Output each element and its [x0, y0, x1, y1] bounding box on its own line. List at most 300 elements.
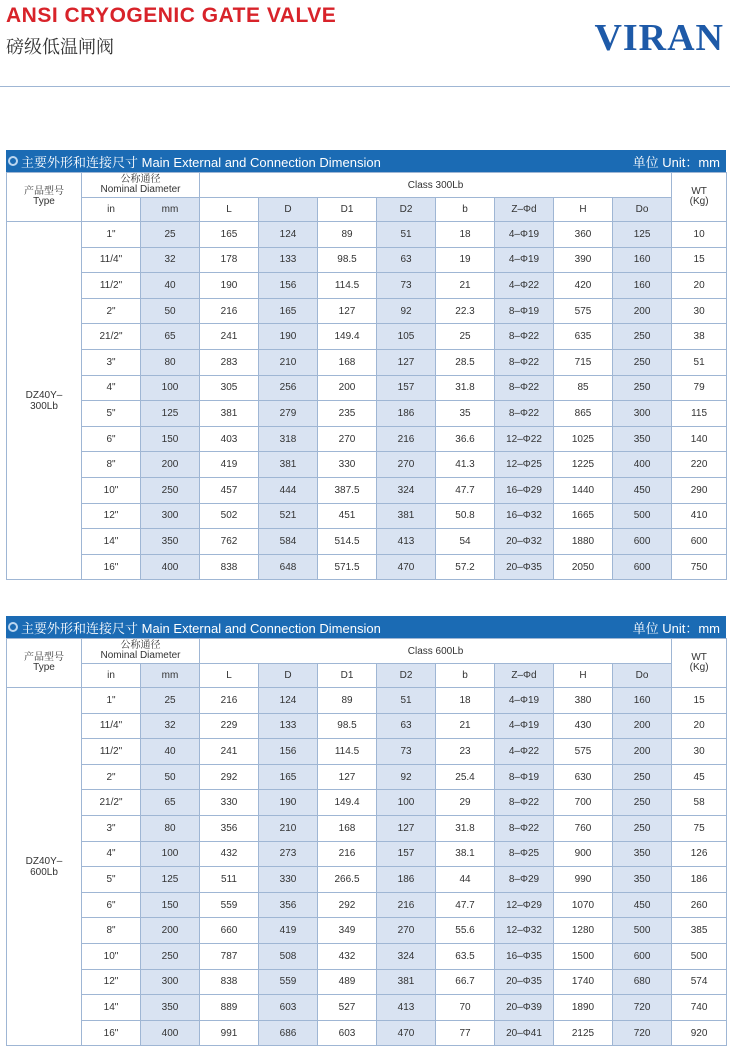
table-cell: 1500	[554, 943, 613, 969]
wt-header: WT	[691, 186, 707, 197]
table-cell: 63	[377, 713, 436, 739]
page-header	[0, 0, 730, 88]
table-cell: 350	[613, 426, 672, 452]
table-cell: 20–Φ39	[495, 995, 554, 1021]
table-cell: 432	[318, 943, 377, 969]
table-row	[7, 790, 727, 816]
dimension-table	[6, 172, 727, 580]
wt-unit: (Kg)	[689, 662, 709, 673]
wt-unit: (Kg)	[689, 196, 709, 207]
table-cell: 8–Φ22	[495, 790, 554, 816]
table-cell: 1070	[554, 892, 613, 918]
table-cell: 89	[318, 222, 377, 248]
table-cell: 400	[141, 1020, 200, 1046]
table-cell: 80	[141, 815, 200, 841]
table-cell: 70	[436, 995, 495, 1021]
table-cell: 127	[377, 349, 436, 375]
table-row	[7, 273, 727, 299]
table-cell: 57.2	[436, 554, 495, 580]
table-cell: 470	[377, 554, 436, 580]
table-cell: 279	[259, 401, 318, 427]
table-cell: 270	[318, 426, 377, 452]
table-cell: 390	[554, 247, 613, 273]
table-cell: 350	[141, 529, 200, 555]
table-cell: 260	[672, 892, 727, 918]
table-cell: 600	[613, 554, 672, 580]
table-cell: 73	[377, 739, 436, 765]
model-cell	[7, 222, 82, 580]
table-cell: 5"	[82, 867, 141, 893]
table-cell: 11/4"	[82, 713, 141, 739]
table-cell: 1890	[554, 995, 613, 1021]
table-cell: 133	[259, 247, 318, 273]
table-cell: 50	[141, 764, 200, 790]
table-cell: 450	[613, 477, 672, 503]
table-cell: 489	[318, 969, 377, 995]
table-cell: 1440	[554, 477, 613, 503]
table-cell: 32	[141, 247, 200, 273]
table-cell: 2"	[82, 298, 141, 324]
table-cell: 12–Φ29	[495, 892, 554, 918]
table-cell: 51	[672, 349, 727, 375]
table-cell: 514.5	[318, 529, 377, 555]
table-cell: 124	[259, 222, 318, 248]
table-cell: 21/2"	[82, 790, 141, 816]
type-header-cn: 产品型号	[24, 652, 64, 663]
table-cell: 63.5	[436, 943, 495, 969]
table-cell: 250	[613, 764, 672, 790]
table-cell: 23	[436, 739, 495, 765]
table-cell: 571.5	[318, 554, 377, 580]
table-cell: 229	[200, 713, 259, 739]
table-cell: 413	[377, 529, 436, 555]
table-cell: 457	[200, 477, 259, 503]
column-header: D1	[318, 198, 377, 222]
table-cell: 79	[672, 375, 727, 401]
table-cell: 51	[377, 688, 436, 714]
table-cell: 16–Φ32	[495, 503, 554, 529]
table-cell: 300	[141, 503, 200, 529]
type-header-cn: 产品型号	[24, 186, 64, 197]
table-row	[7, 401, 727, 427]
table-cell: 760	[554, 815, 613, 841]
table-cell: 330	[259, 867, 318, 893]
table-cell: 210	[259, 815, 318, 841]
model-cell	[7, 688, 82, 1046]
table-cell: 360	[554, 222, 613, 248]
table-cell: 31.8	[436, 815, 495, 841]
column-header: L	[200, 664, 259, 688]
nd-header-cn: 公称通径	[120, 640, 161, 651]
table-cell: 648	[259, 554, 318, 580]
table-cell: 38.1	[436, 841, 495, 867]
table-cell: 200	[613, 739, 672, 765]
table-cell: 190	[200, 273, 259, 299]
nominal-diameter-header	[82, 173, 200, 198]
table-cell: 6"	[82, 426, 141, 452]
table-cell: 250	[141, 477, 200, 503]
table-cell: 35	[436, 401, 495, 427]
table-cell: 8–Φ22	[495, 401, 554, 427]
table-cell: 16–Φ29	[495, 477, 554, 503]
table-cell: 8–Φ22	[495, 349, 554, 375]
table-cell: 216	[200, 298, 259, 324]
table-cell: 266.5	[318, 867, 377, 893]
table-cell: 11/2"	[82, 739, 141, 765]
table-cell: 190	[259, 324, 318, 350]
column-header: Z–Φd	[495, 664, 554, 688]
page-title-cn: 磅级低温闸阀	[6, 37, 114, 58]
type-header	[7, 173, 82, 222]
column-header: D1	[318, 664, 377, 688]
header-divider	[0, 86, 730, 87]
table-cell: 168	[318, 815, 377, 841]
table-cell: 92	[377, 298, 436, 324]
table-cell: 4–Φ19	[495, 247, 554, 273]
table-cell: 250	[613, 790, 672, 816]
table-cell: 381	[259, 452, 318, 478]
table-row	[7, 713, 727, 739]
model-name: DZ40Y–	[25, 389, 63, 401]
table-cell: 216	[377, 426, 436, 452]
table-cell: 4–Φ19	[495, 713, 554, 739]
table-cell: 8–Φ22	[495, 815, 554, 841]
table-cell: 100	[141, 375, 200, 401]
table-cell: 8–Φ22	[495, 324, 554, 350]
table-cell: 4–Φ22	[495, 739, 554, 765]
table-cell: 273	[259, 841, 318, 867]
table-cell: 715	[554, 349, 613, 375]
table-header-row	[7, 173, 727, 198]
table-cell: 66.7	[436, 969, 495, 995]
table-cell: 10"	[82, 943, 141, 969]
table-cell: 740	[672, 995, 727, 1021]
table-cell: 600	[613, 529, 672, 555]
table-cell: 127	[318, 764, 377, 790]
table-cell: 521	[259, 503, 318, 529]
table-cell: 318	[259, 426, 318, 452]
table-cell: 14"	[82, 529, 141, 555]
table-cell: 500	[672, 943, 727, 969]
table-cell: 1"	[82, 688, 141, 714]
table-cell: 29	[436, 790, 495, 816]
table-cell: 150	[141, 892, 200, 918]
table-cell: 900	[554, 841, 613, 867]
nd-header-en: Nominal Diameter	[100, 650, 181, 661]
table-cell: 2"	[82, 764, 141, 790]
column-header-row	[7, 664, 727, 688]
table-cell: 420	[554, 273, 613, 299]
table-cell: 8–Φ19	[495, 298, 554, 324]
table-cell: 80	[141, 349, 200, 375]
table-cell: 292	[200, 764, 259, 790]
table-cell: 160	[613, 247, 672, 273]
table-cell: 31.8	[436, 375, 495, 401]
table-cell: 300	[141, 969, 200, 995]
table-cell: 216	[318, 841, 377, 867]
table-cell: 16"	[82, 1020, 141, 1046]
table-cell: 149.4	[318, 790, 377, 816]
table-cell: 4–Φ19	[495, 222, 554, 248]
table-cell: 21	[436, 273, 495, 299]
table-cell: 210	[259, 349, 318, 375]
column-header: in	[82, 664, 141, 688]
table-cell: 30	[672, 298, 727, 324]
table-cell: 750	[672, 554, 727, 580]
page-title-en: ANSI CRYOGENIC GATE VALVE	[6, 4, 337, 27]
table-row	[7, 426, 727, 452]
table-cell: 12–Φ32	[495, 918, 554, 944]
table-cell: 1025	[554, 426, 613, 452]
table-row	[7, 815, 727, 841]
table-cell: 14"	[82, 995, 141, 1021]
table-cell: 400	[141, 554, 200, 580]
section-bar	[6, 616, 726, 638]
table-cell: 600	[613, 943, 672, 969]
table-cell: 63	[377, 247, 436, 273]
table-cell: 85	[554, 375, 613, 401]
table-cell: 50.8	[436, 503, 495, 529]
table-cell: 300	[613, 401, 672, 427]
table-cell: 350	[613, 841, 672, 867]
table-cell: 124	[259, 688, 318, 714]
model-class: 600Lb	[30, 866, 58, 878]
table-cell: 4"	[82, 841, 141, 867]
table-cell: 8–Φ19	[495, 764, 554, 790]
table-cell: 256	[259, 375, 318, 401]
table-cell: 660	[200, 918, 259, 944]
column-header: mm	[141, 198, 200, 222]
table-cell: 419	[259, 918, 318, 944]
table-row	[7, 247, 727, 273]
table-cell: 575	[554, 298, 613, 324]
table-cell: 100	[141, 841, 200, 867]
gear-icon	[8, 156, 18, 166]
table-cell: 330	[318, 452, 377, 478]
table-cell: 115	[672, 401, 727, 427]
table-cell: 241	[200, 324, 259, 350]
gear-icon	[8, 622, 18, 632]
table-cell: 40	[141, 273, 200, 299]
table-cell: 680	[613, 969, 672, 995]
type-header-en: Type	[33, 662, 55, 673]
table-cell: 92	[377, 764, 436, 790]
table-cell: 75	[672, 815, 727, 841]
table-row	[7, 688, 727, 714]
table-cell: 283	[200, 349, 259, 375]
table-cell: 350	[613, 867, 672, 893]
table-cell: 290	[672, 477, 727, 503]
table-cell: 47.7	[436, 892, 495, 918]
section-title: 主要外形和连接尺寸 Main External and Connection Dimension	[21, 154, 381, 170]
table-cell: 127	[377, 815, 436, 841]
table-cell: 89	[318, 688, 377, 714]
table-cell: 98.5	[318, 247, 377, 273]
table-cell: 511	[200, 867, 259, 893]
table-cell: 73	[377, 273, 436, 299]
table-cell: 54	[436, 529, 495, 555]
column-header: D2	[377, 198, 436, 222]
table-row	[7, 554, 727, 580]
table-cell: 991	[200, 1020, 259, 1046]
table-cell: 168	[318, 349, 377, 375]
table-cell: 5"	[82, 401, 141, 427]
table-cell: 381	[200, 401, 259, 427]
table-cell: 25	[141, 688, 200, 714]
table-cell: 387.5	[318, 477, 377, 503]
table-cell: 105	[377, 324, 436, 350]
table-cell: 165	[200, 222, 259, 248]
table-cell: 114.5	[318, 739, 377, 765]
table-cell: 8–Φ25	[495, 841, 554, 867]
table-cell: 385	[672, 918, 727, 944]
column-header: H	[554, 664, 613, 688]
table-cell: 356	[259, 892, 318, 918]
table-cell: 216	[377, 892, 436, 918]
table-cell: 403	[200, 426, 259, 452]
table-cell: 324	[377, 477, 436, 503]
table-cell: 1280	[554, 918, 613, 944]
table-cell: 10"	[82, 477, 141, 503]
table-cell: 18	[436, 222, 495, 248]
table-cell: 125	[141, 401, 200, 427]
table-cell: 6"	[82, 892, 141, 918]
column-header: mm	[141, 664, 200, 688]
table-cell: 241	[200, 739, 259, 765]
model-name: DZ40Y–	[25, 855, 63, 867]
column-header: Z–Φd	[495, 198, 554, 222]
section-bar	[6, 150, 726, 172]
table-cell: 20	[672, 273, 727, 299]
section-title: 主要外形和连接尺寸 Main External and Connection Dimension	[21, 620, 381, 636]
table-cell: 527	[318, 995, 377, 1021]
unit-label: 单位 Unit：mm	[632, 620, 720, 636]
table-cell: 3"	[82, 815, 141, 841]
table-cell: 16"	[82, 554, 141, 580]
table-row	[7, 298, 727, 324]
table-cell: 700	[554, 790, 613, 816]
table-cell: 250	[613, 349, 672, 375]
table-row	[7, 452, 727, 478]
table-cell: 38	[672, 324, 727, 350]
table-cell: 381	[377, 503, 436, 529]
column-header: D	[259, 198, 318, 222]
table-cell: 250	[613, 375, 672, 401]
table-cell: 413	[377, 995, 436, 1021]
table-cell: 77	[436, 1020, 495, 1046]
table-cell: 125	[613, 222, 672, 248]
table-cell: 157	[377, 841, 436, 867]
column-header: D	[259, 664, 318, 688]
weight-header	[672, 639, 727, 688]
table-cell: 200	[613, 298, 672, 324]
table-cell: 12"	[82, 969, 141, 995]
table-cell: 44	[436, 867, 495, 893]
table-cell: 3"	[82, 349, 141, 375]
table-cell: 575	[554, 739, 613, 765]
table-cell: 430	[554, 713, 613, 739]
table-row	[7, 918, 727, 944]
table-cell: 15	[672, 688, 727, 714]
table-cell: 250	[613, 324, 672, 350]
table-cell: 600	[672, 529, 727, 555]
table-cell: 350	[141, 995, 200, 1021]
table-cell: 11/4"	[82, 247, 141, 273]
table-cell: 720	[613, 995, 672, 1021]
table-cell: 250	[141, 943, 200, 969]
table-cell: 4"	[82, 375, 141, 401]
table-cell: 838	[200, 969, 259, 995]
column-header: Do	[613, 664, 672, 688]
table-cell: 4–Φ22	[495, 273, 554, 299]
table-cell: 502	[200, 503, 259, 529]
table-cell: 720	[613, 1020, 672, 1046]
class-header: Class 300Lb	[200, 173, 672, 198]
table-cell: 559	[200, 892, 259, 918]
table-cell: 216	[200, 688, 259, 714]
table-cell: 156	[259, 739, 318, 765]
table-cell: 865	[554, 401, 613, 427]
table-cell: 30	[672, 739, 727, 765]
table-cell: 500	[613, 918, 672, 944]
table-cell: 125	[141, 867, 200, 893]
table-cell: 126	[672, 841, 727, 867]
table-cell: 635	[554, 324, 613, 350]
table-cell: 15	[672, 247, 727, 273]
table-cell: 98.5	[318, 713, 377, 739]
column-header: D2	[377, 664, 436, 688]
table-cell: 305	[200, 375, 259, 401]
table-cell: 45	[672, 764, 727, 790]
table-cell: 410	[672, 503, 727, 529]
table-row	[7, 477, 727, 503]
table-cell: 157	[377, 375, 436, 401]
column-header: L	[200, 198, 259, 222]
table-row	[7, 1020, 727, 1046]
wt-header: WT	[691, 652, 707, 663]
table-cell: 114.5	[318, 273, 377, 299]
table-cell: 451	[318, 503, 377, 529]
table-cell: 603	[318, 1020, 377, 1046]
table-cell: 190	[259, 790, 318, 816]
table-cell: 324	[377, 943, 436, 969]
table-cell: 186	[377, 867, 436, 893]
table-cell: 292	[318, 892, 377, 918]
table-cell: 25.4	[436, 764, 495, 790]
table-cell: 2125	[554, 1020, 613, 1046]
table-cell: 21	[436, 713, 495, 739]
table-cell: 270	[377, 452, 436, 478]
table-cell: 133	[259, 713, 318, 739]
dimension-table	[6, 638, 727, 1046]
table-cell: 25	[436, 324, 495, 350]
table-row	[7, 375, 727, 401]
table-cell: 12–Φ25	[495, 452, 554, 478]
column-header: in	[82, 198, 141, 222]
table-cell: 500	[613, 503, 672, 529]
table-cell: 8"	[82, 452, 141, 478]
table-cell: 36.6	[436, 426, 495, 452]
dimension-table-300lb	[6, 150, 726, 580]
table-cell: 2050	[554, 554, 613, 580]
table-cell: 10	[672, 222, 727, 248]
table-cell: 200	[318, 375, 377, 401]
table-cell: 127	[318, 298, 377, 324]
table-row	[7, 943, 727, 969]
table-cell: 270	[377, 918, 436, 944]
table-cell: 450	[613, 892, 672, 918]
table-cell: 990	[554, 867, 613, 893]
